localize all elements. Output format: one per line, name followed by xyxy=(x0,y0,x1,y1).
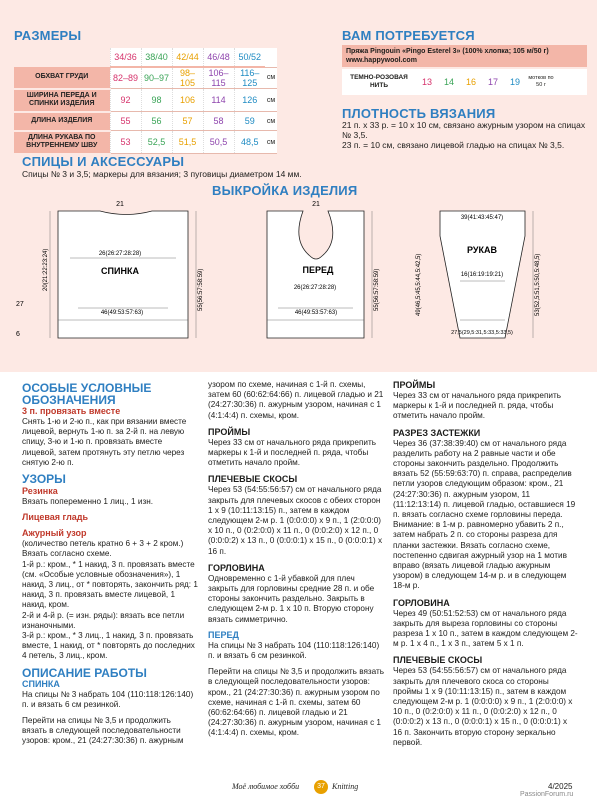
column-1 xyxy=(22,380,198,747)
h27: 27 xyxy=(16,301,24,308)
subheading: ГОРЛОВИНА xyxy=(208,562,265,573)
back-width: 46(49:53:57:63) xyxy=(100,310,144,316)
unit: см xyxy=(265,131,277,154)
front-length: 55(56:57:58:59) xyxy=(374,268,380,311)
size-2: 38/40 xyxy=(141,48,172,67)
gauge-text-1: 21 п. x 33 р. = 10 x 10 см, связано ажурным узором на спицах № 3,5. xyxy=(342,120,586,140)
cell: 56 xyxy=(141,112,172,131)
cell: 50,5 xyxy=(203,131,234,154)
sleeve-mid: 16(16:19:19:21) xyxy=(460,272,504,278)
unit: см xyxy=(265,112,277,131)
front-width: 46(49:53:57:63) xyxy=(294,310,338,316)
cell: 52,5 xyxy=(141,131,172,154)
cell: 48,5 xyxy=(234,131,265,154)
paragraph: Через 49 (50:51:52:53) см от начального ряда закрыть для выреза горловины со стороны разреза 1 x 10 п., затем в каждом следующем 2-м р. 1 x 4 п., 1 x 3 п., затем 5 x 1 п. xyxy=(393,608,578,649)
cell: 126 xyxy=(234,89,265,112)
row-label: ДЛИНА ИЗДЕЛИЯ xyxy=(14,112,110,131)
paragraph: Через 33 см от начального ряда прикрепить маркеры к 1-й и последней п. ряда, чтобы отметить начало пройм. xyxy=(208,437,376,468)
size-4: 46/48 xyxy=(203,48,234,67)
magazine-name: Моё любимое хобби xyxy=(232,782,300,791)
cell: 51,5 xyxy=(172,131,203,154)
cell: 58 xyxy=(203,112,234,131)
paragraph: Через 33 см от начального ряда прикрепить маркеры к 1-й и последней п. ряда, чтобы отметить начало пройм. xyxy=(393,391,561,421)
count-4: 17 xyxy=(487,77,498,87)
subheading: ПРОЙМЫ xyxy=(208,426,251,437)
unit: см xyxy=(265,67,277,89)
cell: 116–125 xyxy=(234,67,265,89)
back-length: 55(56:57:58:59) xyxy=(198,268,204,311)
needles-text: Спицы № 3 и 3,5; маркеры для вязания; 3 пуговицы диаметром 14 мм. xyxy=(22,169,302,179)
subheading: СПИНКА xyxy=(22,678,60,689)
subheading: ПЛЕЧЕВЫЕ СКОСЫ xyxy=(393,655,483,666)
cell: 82–89 xyxy=(110,67,141,89)
column-3 xyxy=(393,380,578,748)
count-1: 13 xyxy=(421,77,432,87)
cell: 53 xyxy=(110,131,141,154)
pattern-title: ВЫКРОЙКА ИЗДЕЛИЯ xyxy=(212,183,358,198)
size-5: 50/52 xyxy=(234,48,265,67)
row-label: ОБХВАТ ГРУДИ xyxy=(14,67,110,89)
subheading: Ажурный узор xyxy=(22,528,87,539)
sleeve-length: 53(52,5:51,5:50,5:48,5) xyxy=(535,253,541,316)
heading-patterns: УЗОРЫ xyxy=(22,472,66,487)
sleeve-top: 39(41:43:45:47) xyxy=(460,215,504,221)
paragraph: На спицы № 3 набрать 104 (110:118:126:140) п. и вязать 6 см резинкой. xyxy=(22,689,194,709)
paragraph: (количество петель кратно 6 + 3 + 2 кром.) Вязать согласно схеме. xyxy=(22,539,184,559)
issue: 4/2025 xyxy=(548,782,573,791)
front-label: ПЕРЕД xyxy=(302,265,334,275)
back-neck: 26(26:27:28:28) xyxy=(98,251,142,257)
unit: см xyxy=(265,89,277,112)
count-2: 14 xyxy=(443,77,454,87)
size-1: 34/36 xyxy=(110,48,141,67)
cell: 106–115 xyxy=(203,67,234,89)
subheading: ПЛЕЧЕВЫЕ СКОСЫ xyxy=(208,474,298,485)
paragraph: Снять 1-ю и 2-ю п., как при вязании вместе лицевой, вернуть 1-ю п. за 2-й п. на левую спицу, 3-ю и 1-ю п. провязать вместе лицевой, затем протянуть эту петлю через снятую 2-ю п. xyxy=(22,417,187,467)
yarn-site: www.happywool.com xyxy=(346,57,417,64)
paragraph: Вязать попеременно 1 лиц., 1 изн. xyxy=(22,497,153,507)
brand: Knitting xyxy=(332,782,359,791)
cell: 90–97 xyxy=(141,67,172,89)
paragraph: 3-й р.: кром., * 3 лиц., 1 накид, 3 п. провязать вместе, 1 накид, от * повторять до последних 4 петель, 3 лиц., кром. xyxy=(22,631,195,661)
sleeve-label: РУКАВ xyxy=(467,245,497,255)
cell: 57 xyxy=(172,112,203,131)
size-3: 42/44 xyxy=(172,48,203,67)
back-label: СПИНКА xyxy=(101,266,139,276)
subheading: РАЗРЕЗ ЗАСТЕЖКИ xyxy=(393,427,481,438)
cell: 106 xyxy=(172,89,203,112)
watermark: PassionForum.ru xyxy=(520,791,574,798)
paragraph: Через 53 (54:55:56:57) см от начального ряда закрыть для плечевого скоса со стороны проймы 1 x 9 (10:11:13:15) п., затем в каждом следующем 2-м р. 1 (0:0:0:0) x 9 п., 1 (2:0:0:0) x 10 п., 0 (0:2:0:0) x 11 п., 0 (0:0:2:0) x 12 п., 0 (0:0:0:2) x 13 п., 0 (0:0:0:1) x 15 п., 0 (0:0:0:1) x 16 п. Закончить вторую сторону зеркально первой. xyxy=(393,666,573,747)
sizes-title: РАЗМЕРЫ xyxy=(14,28,82,43)
paragraph: На спицы № 3 набрать 104 (110:118:126:140) п. и вязать 6 см резинкой. xyxy=(208,640,380,661)
yarn-name: Пряжа Pingouin «Pingo Esterel 3» (100% хлопка; 105 м/50 г) xyxy=(346,48,549,55)
sleeve-seam: 49(46,5:45,5:44,5:42,5) xyxy=(416,253,422,316)
cell: 114 xyxy=(203,89,234,112)
subheading: ПРОЙМЫ xyxy=(393,380,436,390)
needles-title: СПИЦЫ И АКСЕССУАРЫ xyxy=(22,154,185,169)
paragraph: 1-й р.: кром., * 1 накид, 3 п. провязать вместе (см. «Особые условные обозначения»), 1 накид, 3 лиц., от * повторять, закончить ряд: 1 накид, 3 п. провязать вместе лицевой, 1 накид, кром. xyxy=(22,559,198,610)
count-3: 16 xyxy=(465,77,476,87)
paragraph: Перейти на спицы № 3,5 и продолжить вязать в следующей последовательности узоров: кром., 21 (24:27:30:36) п. ажурным xyxy=(22,716,184,746)
sleeve-bottom: 27,5(29,5:31,5:33,5:33,5) xyxy=(451,330,513,336)
paragraph: Через 53 (54:55:56:57) см от начального ряда закрыть для плечевых скосов с обеих сторон 1 x 9 (10:11:13:15) п., затем в каждом следующем 2-м р. 1 (0:0:0:0) x 9 п., 1 (2:0:0:0) x 10 п., 0 (0:2:0:0) x 11 п., 0 (0:0:2:0) x 12 п., 0 (0:0:0:2) x 13 п., 0 (0:0:0:1) x 15 п., 0 (0:0:0:1) x 16 п. xyxy=(208,485,383,556)
gauge-text-2: 23 п. = 10 см, связано лицевой гладью на спицах № 3,5. xyxy=(342,140,565,150)
color-label: ТЕМНО-РОЗОВАЯ НИТЬ xyxy=(350,74,408,89)
cell: 98–105 xyxy=(172,67,203,89)
paragraph: Одновременно с 1-й убавкой для плеч закрыть для горловины средние 28 п. и обе стороны закончить раздельно. Закрыть в следующем 2-м р. 1 x 10 п. Вторую сторону вязать симметрично. xyxy=(208,573,375,624)
cell: 92 xyxy=(110,89,141,112)
top-21: 21 xyxy=(116,201,124,208)
paragraph: Внимание: в 1-м р. равномерно убавить 2 п., затем набрать 2 п. со стороны разреза для планки застежки. Вязать согласно схеме, постепенно сдвигая ажурный узор на 1 мотив вправо (вязать лицевой гладью ажурным узором) в следующем 14-м р. и в следующем 18-м р. xyxy=(393,520,567,591)
materials-title: ВАМ ПОТРЕБУЕТСЯ xyxy=(342,28,475,43)
subheading: ГОРЛОВИНА xyxy=(393,597,450,608)
paragraph: Перейти на спицы № 3,5 и продолжить вязать в следующей последовательности узоров: кром., 21 (24:27:30:36) п. ажурным узором по схеме, начиная с 1-й п. схемы, затем 60 (60:62:64:66) п. лицевой гладью и 21 (24:27:30:36) п. ажурным узором, начиная с 1 (4:1:4:4) п. схемы, кром. xyxy=(208,667,385,738)
count-5: 19 xyxy=(509,77,520,87)
front-neck: 26(26:27:28:28) xyxy=(293,285,337,291)
count-unit: мотков по 50 г xyxy=(528,75,554,88)
footer xyxy=(0,778,597,800)
cell: 98 xyxy=(141,89,172,112)
back-armhole: 20(21:22:23:24) xyxy=(43,248,49,291)
subheading: Лицевая гладь xyxy=(22,512,89,523)
heading-description: ОПИСАНИЕ РАБОТЫ xyxy=(22,665,147,680)
schematic xyxy=(0,196,597,372)
page-number: 37 xyxy=(314,780,328,794)
front-top: 21 xyxy=(312,201,320,208)
row-label: ДЛИНА РУКАВА ПО ВНУТРЕННЕМУ ШВУ xyxy=(14,131,110,154)
gauge-title: ПЛОТНОСТЬ ВЯЗАНИЯ xyxy=(342,106,496,121)
row-label: ШИРИНА ПЕРЕДА И СПИНКИ ИЗДЕЛИЯ xyxy=(14,89,110,112)
heading-symbols: ОСОБЫЕ УСЛОВНЫЕ ОБОЗНАЧЕНИЯ xyxy=(22,381,152,407)
subheading: Резинка xyxy=(22,486,58,497)
paragraph: Через 36 (37:38:39:40) см от начального ряда разделить работу на 2 равные части и обе стороны закончить раздельно. Продолжить вязать 52 (55:59:63:70) п. справа, распределив петли узоров следующим образом: кром., 21 (24:27:30:36) п. ажурным узором, 11 (11:12:13:14) п. лицевой гладью, оставшиеся 19 п. вязать согласно схеме горловины переда. xyxy=(393,438,576,520)
h6: 6 xyxy=(16,331,20,338)
subheading: 3 п. провязать вместе xyxy=(22,406,121,416)
column-2 xyxy=(208,380,386,739)
paragraph: узором по схеме, начиная с 1-й п. схемы, затем 60 (60:62:64:66) п. лицевой гладью и 21 (24:27:30:36) п. ажурным узором, начиная с 1 (4:1:4:4) п. схемы, кром. xyxy=(208,380,384,420)
paragraph: 2-й и 4-й р. (= изн. ряды): вязать все петли изнаночными. xyxy=(22,610,185,630)
cell: 55 xyxy=(110,112,141,131)
subheading: ПЕРЕД xyxy=(208,629,239,640)
sizes-table xyxy=(14,48,277,155)
cell: 59 xyxy=(234,112,265,131)
